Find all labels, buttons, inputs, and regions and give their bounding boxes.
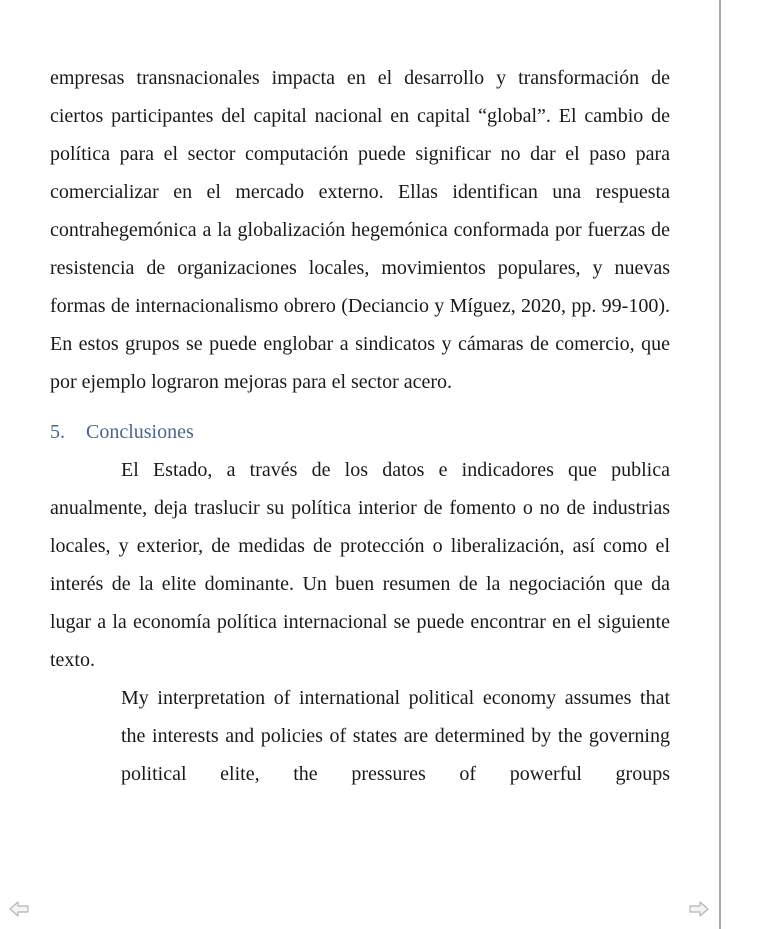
page-edge-divider xyxy=(719,0,721,929)
section-heading xyxy=(50,413,670,451)
document-body xyxy=(50,59,670,793)
arrow-right-icon[interactable] xyxy=(688,899,710,919)
section-number: 5. xyxy=(50,421,65,443)
arrow-left-icon[interactable] xyxy=(8,899,30,919)
body-paragraph: El Estado, a través de los datos e indicadores que publica anualmente, deja traslucir su política interior de fomento o no de industrias locales, y exterior, de medidas de protección o liberalización, así como el interés de la elite dominante. Un buen resumen de la negociación que da lugar a la economía política internacional se puede encontrar en el siguiente texto. xyxy=(50,459,670,671)
body-paragraph: empresas transnacionales impacta en el desarrollo y transformación de ciertos participantes del capital nacional en capital “global”. El cambio de política para el sector computación puede significar no dar el paso para comercializar en el mercado externo. Ellas identifican una respuesta contrahegemónica a la globalización hegemónica conformada por fuerzas de resistencia de organizaciones locales, movimientos populares, y nuevas formas de internacionalismo obrero (Deciancio y Míguez, 2020, pp. 99-100). En estos grupos se puede englobar a sindicatos y cámaras de comercio, que por ejemplo lograron mejoras para el sector acero. xyxy=(50,67,670,393)
section-title: Conclusiones xyxy=(86,421,194,443)
block-quote: My interpretation of international political economy assumes that the interests and policies of states are determined by the governing political elite, the pressures of powerful groups xyxy=(121,687,670,785)
